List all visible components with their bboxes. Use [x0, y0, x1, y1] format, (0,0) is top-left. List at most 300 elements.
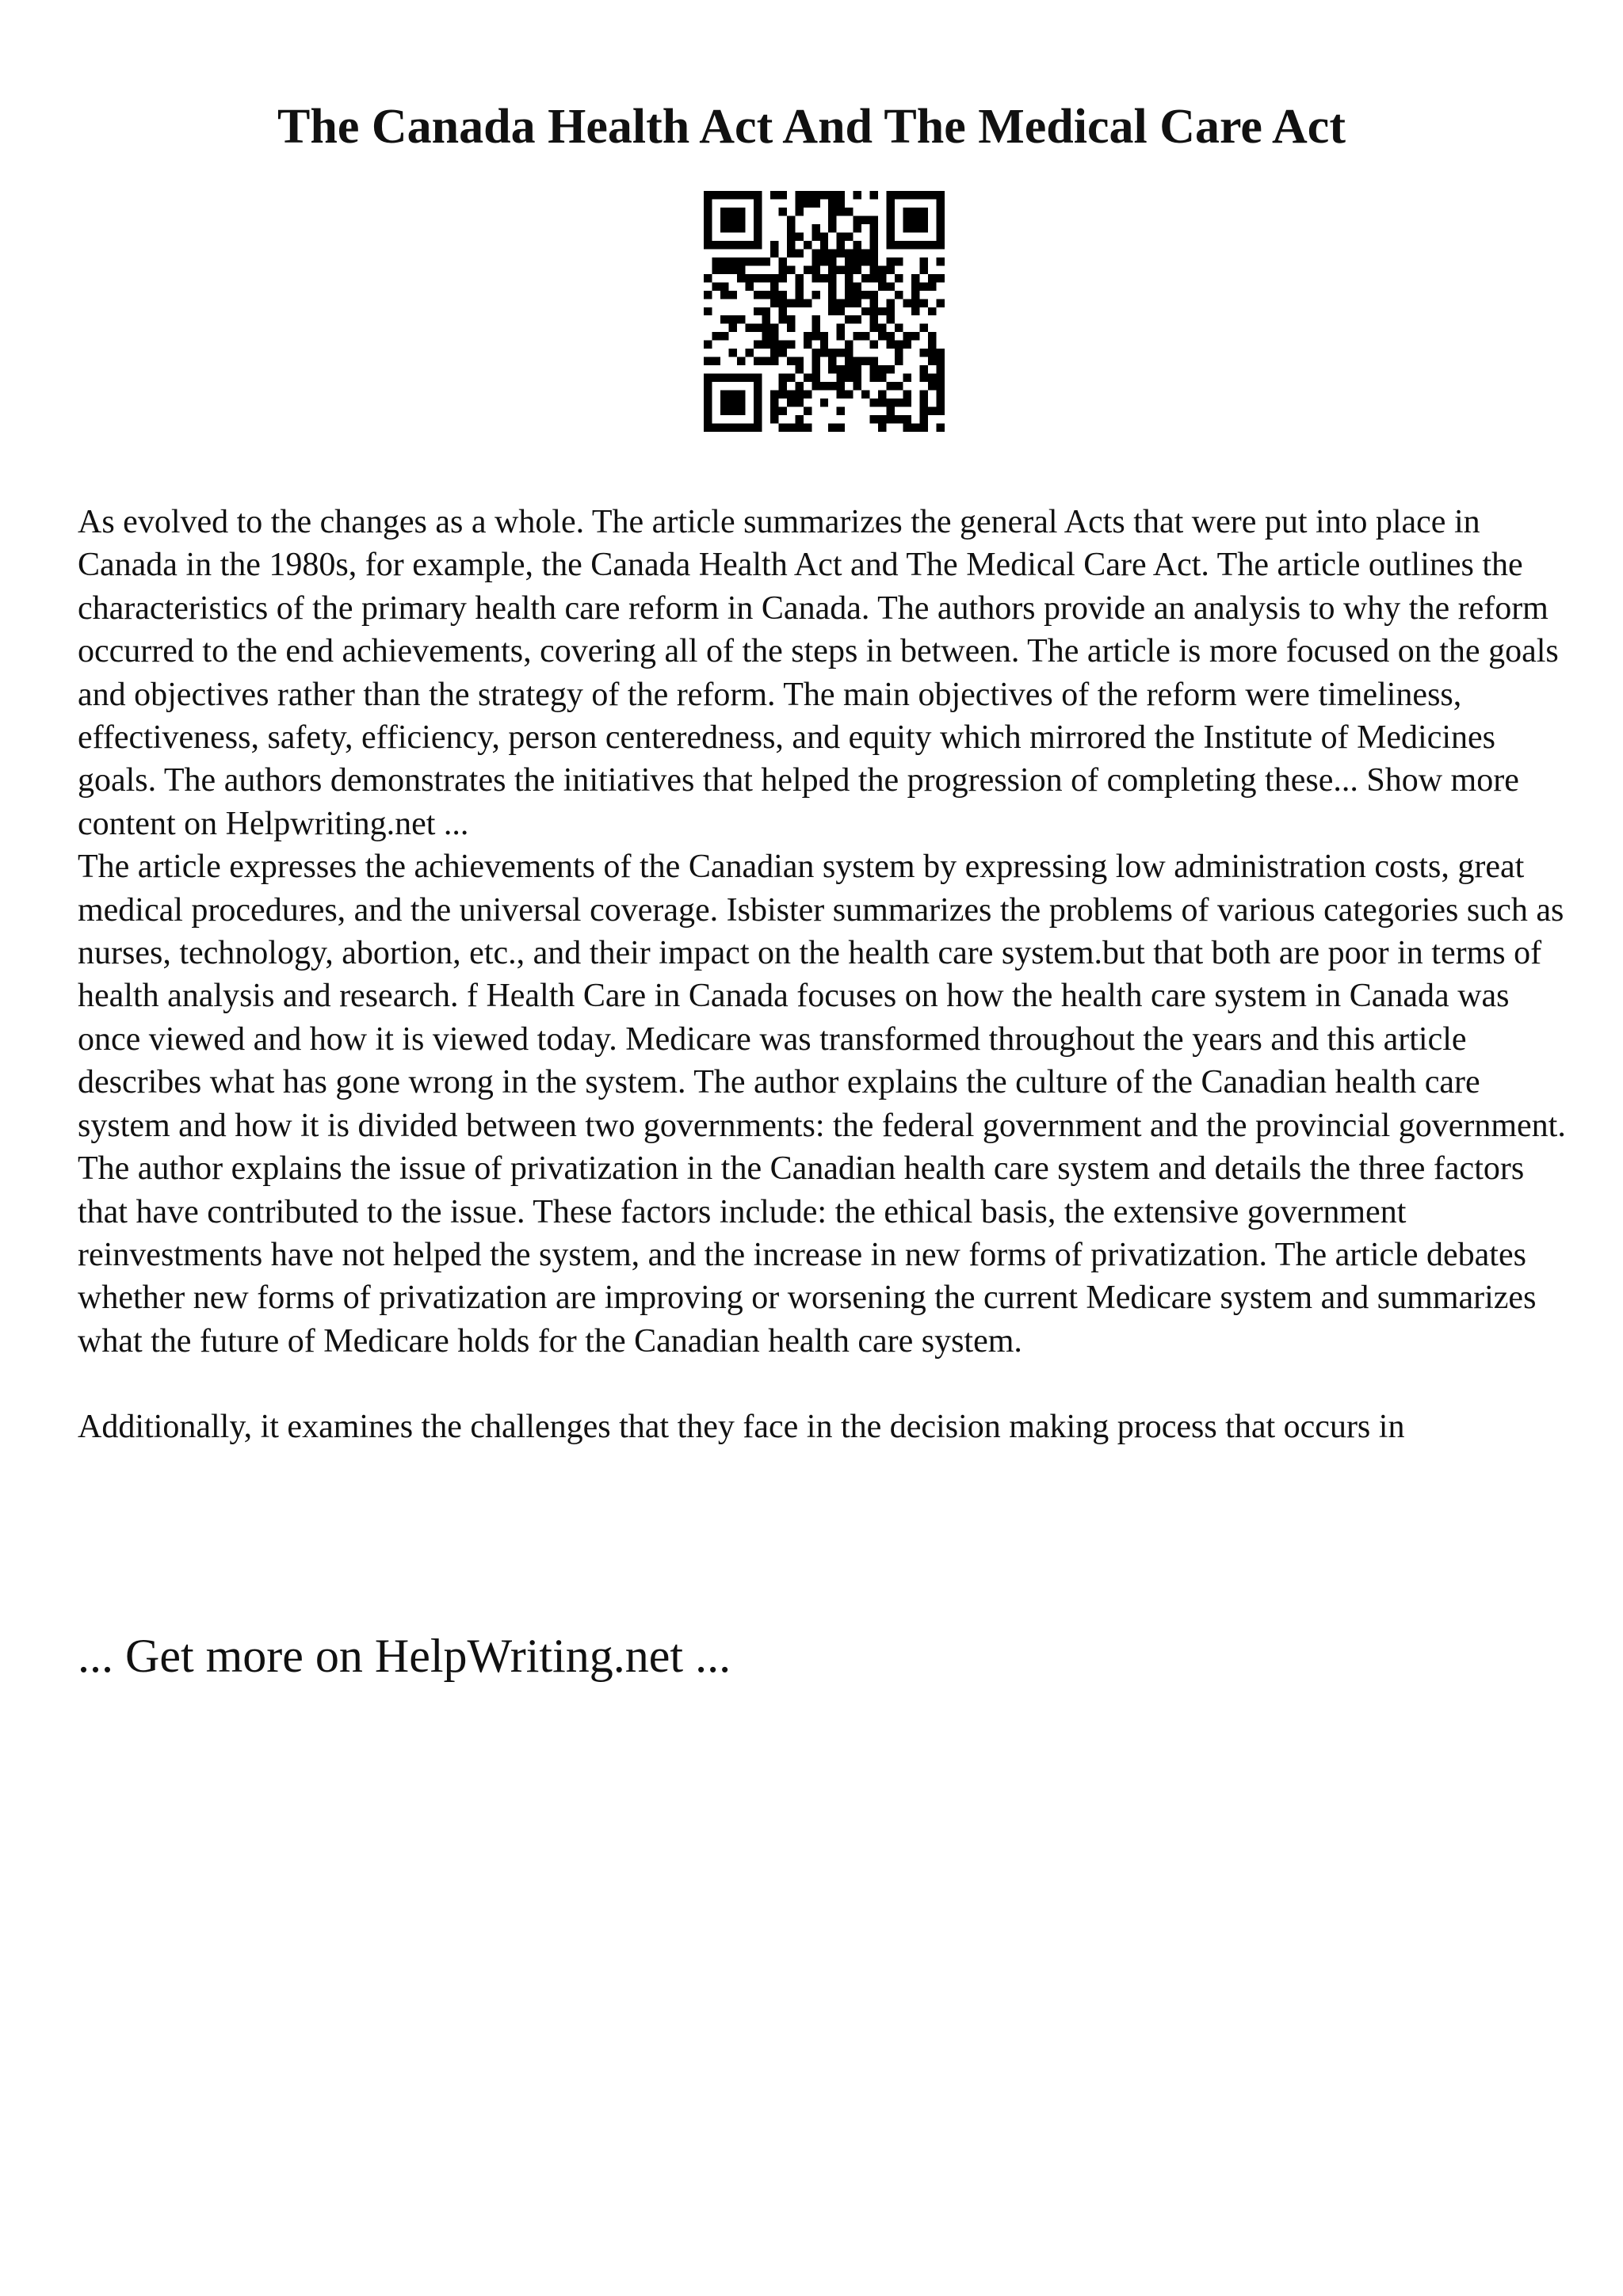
qr-module: [937, 399, 945, 406]
qr-module: [937, 365, 945, 373]
qr-module: [704, 407, 712, 415]
qr-module: [828, 291, 836, 299]
qr-module: [754, 324, 762, 332]
qr-module: [795, 382, 803, 390]
qr-module: [887, 399, 895, 406]
qr-module: [754, 232, 762, 240]
qr-module: [937, 349, 945, 357]
qr-module: [887, 332, 895, 340]
qr-module: [754, 415, 762, 423]
qr-module: [704, 382, 712, 390]
qr-module: [845, 291, 853, 299]
qr-module: [861, 291, 869, 299]
qr-module: [762, 324, 769, 332]
qr-module: [845, 357, 853, 365]
qr-module: [770, 324, 778, 332]
qr-module: [887, 265, 895, 273]
qr-module: [770, 282, 778, 290]
qr-module: [903, 424, 911, 432]
qr-module: [787, 265, 795, 273]
qr-module: [928, 357, 936, 365]
qr-module: [787, 374, 795, 382]
qr-module: [778, 424, 786, 432]
qr-module: [762, 307, 769, 315]
qr-module: [854, 257, 861, 265]
qr-module: [754, 382, 762, 390]
qr-module: [837, 199, 845, 207]
qr-module: [845, 299, 853, 307]
qr-module: [937, 208, 945, 215]
qr-module: [870, 399, 878, 406]
qr-module: [870, 215, 878, 223]
qr-module: [704, 224, 712, 232]
qr-module: [870, 241, 878, 249]
qr-module: [878, 265, 886, 273]
qr-module: [754, 257, 762, 265]
qr-module: [737, 399, 745, 406]
qr-code-icon[interactable]: [704, 191, 945, 432]
qr-module: [728, 391, 736, 399]
qr-module: [845, 274, 853, 282]
qr-module: [837, 324, 845, 332]
qr-module: [911, 241, 919, 249]
qr-module: [878, 374, 886, 382]
qr-module: [795, 299, 803, 307]
qr-module: [804, 265, 812, 273]
qr-module: [903, 415, 911, 423]
paragraph-3: Additionally, it examines the challenges that they face in the decision making process that occurs in: [78, 1409, 1405, 1446]
qr-module: [820, 382, 828, 390]
qr-module: [804, 199, 812, 207]
qr-module: [878, 365, 886, 373]
qr-module: [704, 232, 712, 240]
qr-module: [754, 407, 762, 415]
qr-module: [812, 265, 819, 273]
qr-module: [812, 332, 819, 340]
qr-module: [787, 391, 795, 399]
qr-module: [845, 265, 853, 273]
qr-module: [870, 232, 878, 240]
qr-module: [887, 382, 895, 390]
qr-module: [778, 191, 786, 199]
qr-module: [720, 191, 728, 199]
paragraph-1: As evolved to the changes as a whole. The article summarizes the general Acts that were put into place in Canada in the 1980s, for example, the Canada Health Act and The Medical Care Act. The article outlines the characteristics of the primary health care reform in Canada. The authors provide an analysis to why the reform occurred to the end achievements, covering all of the steps in between. The article is more focused on the goals and objectives rather than the strategy of the reform. The main objectives of the reform were timeliness, effectiveness, safety, efficiency, person centeredness, and equity which mirrored the Institute of Medicines goals. The authors demonstrates the initiatives that helped the progression of completing these... Show more content on Helpwriting.net ...: [78, 504, 1559, 842]
qr-module: [762, 332, 769, 340]
qr-module: [812, 224, 819, 232]
qr-module: [770, 349, 778, 357]
qr-module: [928, 274, 936, 282]
qr-module: [820, 232, 828, 240]
qr-module: [770, 249, 778, 257]
qr-module: [704, 208, 712, 215]
qr-module: [804, 332, 812, 340]
qr-module: [745, 274, 753, 282]
qr-module: [861, 257, 869, 265]
qr-module: [937, 374, 945, 382]
qr-module: [737, 265, 745, 273]
qr-module: [837, 407, 845, 415]
qr-module: [712, 257, 720, 265]
qr-module: [903, 299, 911, 307]
qr-module: [854, 382, 861, 390]
qr-module: [754, 391, 762, 399]
qr-module: [737, 407, 745, 415]
qr-module: [854, 357, 861, 365]
qr-module: [887, 299, 895, 307]
qr-module: [754, 224, 762, 232]
qr-module: [720, 282, 728, 290]
qr-module: [795, 282, 803, 290]
qr-module: [837, 299, 845, 307]
qr-module: [920, 208, 928, 215]
qr-module: [812, 274, 819, 282]
qr-module: [770, 415, 778, 423]
qr-module: [704, 191, 712, 199]
qr-module: [812, 199, 819, 207]
qr-module: [762, 357, 769, 365]
qr-module: [812, 232, 819, 240]
qr-module: [720, 407, 728, 415]
qr-module: [754, 374, 762, 382]
qr-module: [778, 315, 786, 323]
qr-module: [911, 274, 919, 282]
qr-module: [704, 307, 712, 315]
qr-module: [895, 357, 903, 365]
qr-module: [704, 424, 712, 432]
qr-module: [812, 374, 819, 382]
qr-module: [837, 307, 845, 315]
qr-module: [887, 415, 895, 423]
qr-module: [911, 299, 919, 307]
qr-module: [828, 357, 836, 365]
qr-module: [878, 391, 886, 399]
qr-module: [903, 191, 911, 199]
qr-module: [704, 391, 712, 399]
qr-module: [795, 357, 803, 365]
qr-module: [878, 324, 886, 332]
qr-module: [837, 332, 845, 340]
qr-module: [720, 424, 728, 432]
qr-module: [795, 391, 803, 399]
qr-module: [854, 224, 861, 232]
qr-module: [870, 257, 878, 265]
qr-module: [795, 365, 803, 373]
qr-module: [828, 382, 836, 390]
qr-module: [778, 307, 786, 315]
qr-module: [887, 241, 895, 249]
qr-module: [828, 274, 836, 282]
qr-module: [737, 208, 745, 215]
qr-module: [911, 282, 919, 290]
qr-module: [828, 265, 836, 273]
qr-module: [712, 374, 720, 382]
qr-module: [778, 391, 786, 399]
qr-module: [854, 215, 861, 223]
page-title: The Canada Health Act And The Medical Care Act: [277, 100, 1346, 154]
qr-module: [820, 191, 828, 199]
qr-module: [870, 274, 878, 282]
qr-module: [837, 265, 845, 273]
qr-module: [861, 274, 869, 282]
qr-module: [745, 349, 753, 357]
qr-module: [887, 315, 895, 323]
qr-module: [870, 374, 878, 382]
qr-module: [837, 208, 845, 215]
qr-module: [787, 224, 795, 232]
qr-module: [737, 191, 745, 199]
qr-module: [920, 374, 928, 382]
qr-module: [812, 324, 819, 332]
qr-module: [895, 191, 903, 199]
qr-module: [920, 282, 928, 290]
qr-module: [795, 291, 803, 299]
qr-module: [778, 374, 786, 382]
qr-module: [778, 382, 786, 390]
qr-module: [720, 399, 728, 406]
qr-module: [845, 374, 853, 382]
qr-module: [728, 424, 736, 432]
qr-module: [845, 249, 853, 257]
qr-module: [770, 191, 778, 199]
qr-module: [920, 349, 928, 357]
qr-module: [754, 307, 762, 315]
qr-module: [878, 415, 886, 423]
qr-module: [878, 332, 886, 340]
qr-module: [828, 299, 836, 307]
qr-module: [820, 349, 828, 357]
qr-module: [937, 232, 945, 240]
qr-module: [704, 274, 712, 282]
qr-module: [728, 215, 736, 223]
qr-module: [787, 215, 795, 223]
qr-module: [728, 291, 736, 299]
qr-module: [845, 208, 853, 215]
qr-module: [812, 291, 819, 299]
qr-module: [920, 365, 928, 373]
qr-module: [903, 399, 911, 406]
qr-module: [837, 249, 845, 257]
qr-module: [920, 265, 928, 273]
qr-module: [820, 341, 828, 349]
qr-module: [728, 407, 736, 415]
qr-module: [870, 357, 878, 365]
qr-module: [928, 341, 936, 349]
qr-module: [937, 391, 945, 399]
qr-module: [720, 241, 728, 249]
qr-module: [903, 208, 911, 215]
qr-module: [861, 215, 869, 223]
qr-module: [720, 215, 728, 223]
qr-module: [737, 374, 745, 382]
qr-module: [745, 191, 753, 199]
qr-module: [920, 241, 928, 249]
qr-module: [778, 257, 786, 265]
qr-module: [878, 399, 886, 406]
qr-module: [911, 307, 919, 315]
qr-module: [854, 241, 861, 249]
get-more-link[interactable]: ... Get more on HelpWriting.net ...: [78, 1630, 731, 1682]
qr-module: [937, 299, 945, 307]
qr-module: [737, 215, 745, 223]
qr-module: [787, 241, 795, 249]
qr-module: [720, 391, 728, 399]
qr-module: [787, 315, 795, 323]
qr-module: [704, 341, 712, 349]
qr-module: [770, 357, 778, 365]
qr-module: [845, 391, 853, 399]
qr-module: [895, 415, 903, 423]
qr-module: [728, 315, 736, 323]
qr-module: [770, 407, 778, 415]
qr-module: [828, 365, 836, 373]
qr-module: [812, 315, 819, 323]
qr-module: [795, 424, 803, 432]
qr-module: [754, 241, 762, 249]
qr-module: [795, 274, 803, 282]
qr-module: [828, 191, 836, 199]
qr-module: [911, 424, 919, 432]
qr-module: [845, 257, 853, 265]
qr-module: [928, 374, 936, 382]
qr-module: [870, 324, 878, 332]
qr-module: [770, 274, 778, 282]
qr-module: [720, 374, 728, 382]
qr-module: [928, 307, 936, 315]
qr-module: [887, 199, 895, 207]
qr-module: [937, 407, 945, 415]
qr-module: [837, 424, 845, 432]
qr-module: [778, 349, 786, 357]
qr-module: [845, 282, 853, 290]
qr-module: [812, 357, 819, 365]
qr-module: [854, 191, 861, 199]
qr-module: [854, 332, 861, 340]
qr-module: [895, 399, 903, 406]
qr-module: [928, 282, 936, 290]
qr-module: [887, 232, 895, 240]
qr-module: [737, 224, 745, 232]
qr-module: [861, 332, 869, 340]
qr-module: [870, 299, 878, 307]
qr-module: [928, 332, 936, 340]
qr-module: [903, 332, 911, 340]
qr-module: [762, 341, 769, 349]
qr-module: [854, 265, 861, 273]
qr-module: [787, 299, 795, 307]
qr-module: [712, 282, 720, 290]
qr-module: [770, 332, 778, 340]
qr-module: [754, 399, 762, 406]
qr-module: [720, 315, 728, 323]
qr-module: [778, 265, 786, 273]
qr-module: [837, 374, 845, 382]
qr-module: [762, 274, 769, 282]
qr-module: [812, 382, 819, 390]
qr-module: [920, 415, 928, 423]
qr-module: [895, 349, 903, 357]
qr-module: [887, 224, 895, 232]
qr-module: [887, 407, 895, 415]
qr-module: [920, 224, 928, 232]
qr-module: [928, 382, 936, 390]
qr-module: [845, 365, 853, 373]
qr-module: [911, 215, 919, 223]
qr-module: [754, 208, 762, 215]
qr-module: [911, 291, 919, 299]
qr-module: [870, 307, 878, 315]
qr-module: [928, 349, 936, 357]
qr-module: [704, 199, 712, 207]
qr-module: [754, 424, 762, 432]
qr-module: [878, 424, 886, 432]
qr-module: [895, 257, 903, 265]
qr-module: [770, 241, 778, 249]
qr-module: [861, 357, 869, 365]
qr-module: [870, 415, 878, 423]
qr-module: [895, 341, 903, 349]
qr-module: [854, 299, 861, 307]
qr-module: [870, 191, 878, 199]
qr-module: [937, 382, 945, 390]
qr-module: [920, 257, 928, 265]
qr-module: [795, 208, 803, 215]
qr-module: [812, 257, 819, 265]
qr-module: [820, 399, 828, 406]
qr-module: [770, 341, 778, 349]
qr-module: [878, 274, 886, 282]
qr-module: [728, 374, 736, 382]
qr-module: [712, 357, 720, 365]
qr-module: [804, 341, 812, 349]
qr-module: [837, 391, 845, 399]
qr-module: [737, 424, 745, 432]
qr-module: [754, 291, 762, 299]
qr-module: [887, 365, 895, 373]
qr-module: [787, 424, 795, 432]
article-body: [78, 501, 1568, 1449]
qr-module: [837, 349, 845, 357]
qr-module: [712, 191, 720, 199]
qr-module: [828, 215, 836, 223]
qr-module: [754, 215, 762, 223]
qr-module: [837, 191, 845, 199]
qr-module: [828, 257, 836, 265]
qr-module: [787, 232, 795, 240]
qr-module: [828, 307, 836, 315]
qr-module: [778, 291, 786, 299]
qr-module: [937, 191, 945, 199]
qr-module: [795, 199, 803, 207]
qr-module: [903, 341, 911, 349]
qr-module: [728, 208, 736, 215]
qr-module: [812, 191, 819, 199]
qr-module: [870, 249, 878, 257]
qr-module: [720, 265, 728, 273]
qr-module: [937, 241, 945, 249]
qr-module: [762, 291, 769, 299]
qr-module: [878, 282, 886, 290]
qr-module: [704, 374, 712, 382]
qr-module: [937, 215, 945, 223]
qr-module: [920, 399, 928, 406]
qr-module: [795, 415, 803, 423]
qr-module: [903, 215, 911, 223]
qr-module: [895, 291, 903, 299]
qr-module: [920, 299, 928, 307]
qr-module: [911, 332, 919, 340]
qr-module: [870, 341, 878, 349]
qr-module: [870, 365, 878, 373]
